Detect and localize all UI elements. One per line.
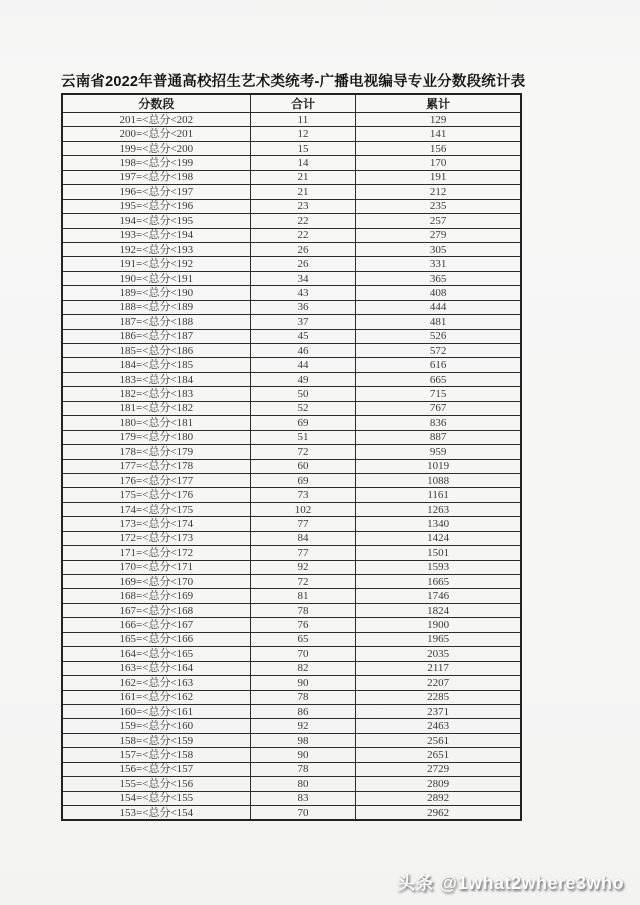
cumulative-cell: 2035 <box>356 647 521 661</box>
score-range-cell: 184=<总分<185 <box>62 358 250 372</box>
score-range-cell: 181=<总分<182 <box>62 401 250 415</box>
score-range-cell: 165=<总分<166 <box>62 632 250 646</box>
count-cell: 44 <box>250 358 356 372</box>
score-range-cell: 155=<总分<156 <box>62 777 250 791</box>
count-cell: 21 <box>250 170 356 184</box>
table-row <box>62 748 521 762</box>
cumulative-cell: 1088 <box>356 473 521 487</box>
table-header-row <box>62 94 521 113</box>
count-cell: 46 <box>250 344 356 358</box>
cumulative-cell: 1824 <box>356 603 521 617</box>
table-row <box>62 401 521 415</box>
cumulative-cell: 572 <box>356 344 521 358</box>
cumulative-cell: 2809 <box>356 777 521 791</box>
count-cell: 23 <box>250 199 356 213</box>
table-row <box>62 257 521 271</box>
cumulative-cell: 1593 <box>356 560 521 574</box>
count-cell: 34 <box>250 271 356 285</box>
count-cell: 43 <box>250 286 356 300</box>
score-range-cell: 172=<总分<173 <box>62 531 250 545</box>
count-cell: 50 <box>250 387 356 401</box>
cumulative-cell: 2561 <box>356 733 521 747</box>
table-row <box>62 632 521 646</box>
score-range-cell: 160=<总分<161 <box>62 704 250 718</box>
count-cell: 90 <box>250 748 356 762</box>
cumulative-cell: 2285 <box>356 690 521 704</box>
cumulative-cell: 1340 <box>356 517 521 531</box>
score-range-cell: 200=<总分<201 <box>62 127 250 141</box>
score-range-cell: 193=<总分<194 <box>62 228 250 242</box>
score-table <box>61 93 522 821</box>
table-row <box>62 733 521 747</box>
score-range-cell: 180=<总分<181 <box>62 416 250 430</box>
score-range-cell: 157=<总分<158 <box>62 748 250 762</box>
header-score-range: 分数段 <box>62 94 250 113</box>
table-row <box>62 214 521 228</box>
table-row <box>62 445 521 459</box>
count-cell: 22 <box>250 228 356 242</box>
score-range-cell: 176=<总分<177 <box>62 473 250 487</box>
count-cell: 37 <box>250 315 356 329</box>
score-range-cell: 194=<总分<195 <box>62 214 250 228</box>
score-range-cell: 197=<总分<198 <box>62 170 250 184</box>
count-cell: 65 <box>250 632 356 646</box>
table-row <box>62 416 521 430</box>
count-cell: 12 <box>250 127 356 141</box>
count-cell: 45 <box>250 329 356 343</box>
cumulative-cell: 257 <box>356 214 521 228</box>
cumulative-cell: 365 <box>356 271 521 285</box>
score-range-cell: 201=<总分<202 <box>62 113 250 127</box>
score-range-cell: 185=<总分<186 <box>62 344 250 358</box>
cumulative-cell: 279 <box>356 228 521 242</box>
count-cell: 78 <box>250 603 356 617</box>
table-row <box>62 647 521 661</box>
count-cell: 72 <box>250 575 356 589</box>
count-cell: 90 <box>250 676 356 690</box>
count-cell: 80 <box>250 777 356 791</box>
score-range-cell: 179=<总分<180 <box>62 430 250 444</box>
count-cell: 76 <box>250 618 356 632</box>
score-range-cell: 198=<总分<199 <box>62 156 250 170</box>
table-row <box>62 575 521 589</box>
header-cumulative: 累计 <box>356 94 521 113</box>
count-cell: 92 <box>250 560 356 574</box>
cumulative-cell: 1965 <box>356 632 521 646</box>
cumulative-cell: 129 <box>356 113 521 127</box>
table-row <box>62 300 521 314</box>
score-range-cell: 168=<总分<169 <box>62 589 250 603</box>
score-range-cell: 158=<总分<159 <box>62 733 250 747</box>
count-cell: 11 <box>250 113 356 127</box>
score-range-cell: 169=<总分<170 <box>62 575 250 589</box>
count-cell: 26 <box>250 242 356 256</box>
table-row <box>62 502 521 516</box>
score-range-cell: 189=<总分<190 <box>62 286 250 300</box>
count-cell: 84 <box>250 531 356 545</box>
cumulative-cell: 2651 <box>356 748 521 762</box>
cumulative-cell: 1263 <box>356 502 521 516</box>
table-row <box>62 141 521 155</box>
table-row <box>62 170 521 184</box>
count-cell: 36 <box>250 300 356 314</box>
score-range-cell: 156=<总分<157 <box>62 762 250 776</box>
score-range-cell: 166=<总分<167 <box>62 618 250 632</box>
count-cell: 77 <box>250 517 356 531</box>
table-row <box>62 315 521 329</box>
score-range-cell: 192=<总分<193 <box>62 242 250 256</box>
score-range-cell: 167=<总分<168 <box>62 603 250 617</box>
cumulative-cell: 715 <box>356 387 521 401</box>
cumulative-cell: 170 <box>356 156 521 170</box>
score-range-cell: 171=<总分<172 <box>62 546 250 560</box>
table-row <box>62 690 521 704</box>
score-range-cell: 175=<总分<176 <box>62 488 250 502</box>
cumulative-cell: 2463 <box>356 719 521 733</box>
cumulative-cell: 156 <box>356 141 521 155</box>
cumulative-cell: 887 <box>356 430 521 444</box>
score-range-cell: 177=<总分<178 <box>62 459 250 473</box>
cumulative-cell: 1900 <box>356 618 521 632</box>
table-row <box>62 387 521 401</box>
table-row <box>62 473 521 487</box>
cumulative-cell: 1019 <box>356 459 521 473</box>
count-cell: 22 <box>250 214 356 228</box>
count-cell: 72 <box>250 445 356 459</box>
score-range-cell: 183=<总分<184 <box>62 372 250 386</box>
count-cell: 98 <box>250 733 356 747</box>
cumulative-cell: 2371 <box>356 704 521 718</box>
count-cell: 82 <box>250 661 356 675</box>
table-row <box>62 113 521 127</box>
cumulative-cell: 444 <box>356 300 521 314</box>
table-row <box>62 777 521 791</box>
score-range-cell: 187=<总分<188 <box>62 315 250 329</box>
score-range-cell: 190=<总分<191 <box>62 271 250 285</box>
table-row <box>62 156 521 170</box>
score-range-cell: 191=<总分<192 <box>62 257 250 271</box>
cumulative-cell: 141 <box>356 127 521 141</box>
count-cell: 78 <box>250 690 356 704</box>
table-row <box>62 242 521 256</box>
cumulative-cell: 2729 <box>356 762 521 776</box>
count-cell: 70 <box>250 647 356 661</box>
score-range-cell: 164=<总分<165 <box>62 647 250 661</box>
table-row <box>62 228 521 242</box>
cumulative-cell: 1424 <box>356 531 521 545</box>
table-row <box>62 618 521 632</box>
cumulative-cell: 616 <box>356 358 521 372</box>
score-range-cell: 174=<总分<175 <box>62 502 250 516</box>
table-row <box>62 719 521 733</box>
table-row <box>62 704 521 718</box>
table-row <box>62 603 521 617</box>
table-row <box>62 372 521 386</box>
table-row <box>62 589 521 603</box>
cumulative-cell: 408 <box>356 286 521 300</box>
table-row <box>62 271 521 285</box>
cumulative-cell: 481 <box>356 315 521 329</box>
cumulative-cell: 331 <box>356 257 521 271</box>
table-row <box>62 546 521 560</box>
cumulative-cell: 2117 <box>356 661 521 675</box>
table-row <box>62 358 521 372</box>
table-row <box>62 459 521 473</box>
count-cell: 102 <box>250 502 356 516</box>
count-cell: 92 <box>250 719 356 733</box>
table-row <box>62 560 521 574</box>
count-cell: 52 <box>250 401 356 415</box>
count-cell: 81 <box>250 589 356 603</box>
cumulative-cell: 526 <box>356 329 521 343</box>
count-cell: 26 <box>250 257 356 271</box>
cumulative-cell: 2892 <box>356 791 521 805</box>
table-row <box>62 531 521 545</box>
table-row <box>62 199 521 213</box>
cumulative-cell: 191 <box>356 170 521 184</box>
cumulative-cell: 1665 <box>356 575 521 589</box>
score-range-cell: 161=<总分<162 <box>62 690 250 704</box>
count-cell: 15 <box>250 141 356 155</box>
table-row <box>62 488 521 502</box>
cumulative-cell: 767 <box>356 401 521 415</box>
count-cell: 69 <box>250 416 356 430</box>
score-range-cell: 170=<总分<171 <box>62 560 250 574</box>
table-row <box>62 329 521 343</box>
cumulative-cell: 959 <box>356 445 521 459</box>
score-range-cell: 195=<总分<196 <box>62 199 250 213</box>
cumulative-cell: 235 <box>356 199 521 213</box>
watermark: 头条 @1what2where3who <box>396 873 624 893</box>
count-cell: 78 <box>250 762 356 776</box>
score-range-cell: 162=<总分<163 <box>62 676 250 690</box>
score-range-cell: 186=<总分<187 <box>62 329 250 343</box>
cumulative-cell: 2962 <box>356 806 521 821</box>
score-range-cell: 173=<总分<174 <box>62 517 250 531</box>
score-range-cell: 178=<总分<179 <box>62 445 250 459</box>
count-cell: 83 <box>250 791 356 805</box>
table-row <box>62 127 521 141</box>
table-row <box>62 517 521 531</box>
score-range-cell: 182=<总分<183 <box>62 387 250 401</box>
table-row <box>62 344 521 358</box>
count-cell: 14 <box>250 156 356 170</box>
cumulative-cell: 836 <box>356 416 521 430</box>
cumulative-cell: 212 <box>356 185 521 199</box>
table-row <box>62 806 521 821</box>
header-subtotal: 合计 <box>250 94 356 113</box>
count-cell: 69 <box>250 473 356 487</box>
table-row <box>62 676 521 690</box>
count-cell: 77 <box>250 546 356 560</box>
count-cell: 49 <box>250 372 356 386</box>
score-range-cell: 163=<总分<164 <box>62 661 250 675</box>
score-range-cell: 199=<总分<200 <box>62 141 250 155</box>
table-row <box>62 791 521 805</box>
cumulative-cell: 1746 <box>356 589 521 603</box>
table-row <box>62 661 521 675</box>
score-range-cell: 188=<总分<189 <box>62 300 250 314</box>
score-range-cell: 196=<总分<197 <box>62 185 250 199</box>
score-range-cell: 154=<总分<155 <box>62 791 250 805</box>
cumulative-cell: 2207 <box>356 676 521 690</box>
score-table-body <box>62 113 521 821</box>
count-cell: 70 <box>250 806 356 821</box>
count-cell: 60 <box>250 459 356 473</box>
cumulative-cell: 665 <box>356 372 521 386</box>
cumulative-cell: 305 <box>356 242 521 256</box>
score-range-cell: 159=<总分<160 <box>62 719 250 733</box>
table-row <box>62 762 521 776</box>
table-row <box>62 185 521 199</box>
count-cell: 86 <box>250 704 356 718</box>
cumulative-cell: 1161 <box>356 488 521 502</box>
count-cell: 73 <box>250 488 356 502</box>
table-row <box>62 430 521 444</box>
score-range-cell: 153=<总分<154 <box>62 806 250 821</box>
count-cell: 21 <box>250 185 356 199</box>
count-cell: 51 <box>250 430 356 444</box>
document-title: 云南省2022年普通高校招生艺术类统考-广播电视编导专业分数段统计表 <box>61 74 526 90</box>
cumulative-cell: 1501 <box>356 546 521 560</box>
table-row <box>62 286 521 300</box>
